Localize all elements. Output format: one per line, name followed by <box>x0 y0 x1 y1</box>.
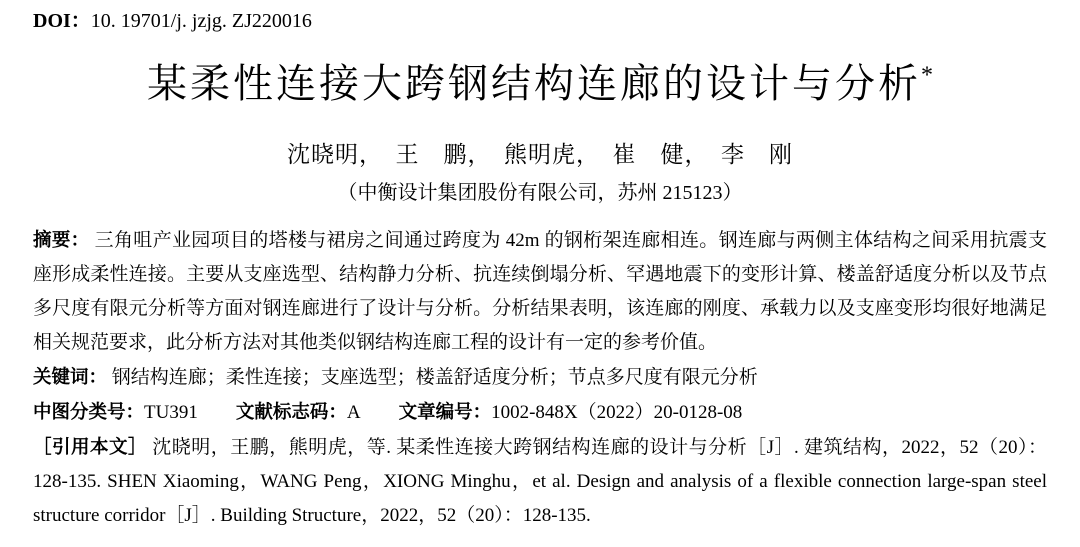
clc-group <box>33 395 198 430</box>
abstract-paragraph <box>33 223 1047 360</box>
page-title <box>33 60 1047 108</box>
keywords-label: 关键词： <box>33 366 108 387</box>
doi-value: 10. 19701/j. jzjg. ZJ220016 <box>90 10 312 32</box>
keywords-text: 钢结构连廊；柔性连接；支座选型；楼盖舒适度分析；节点多尺度有限元分析 <box>111 367 758 388</box>
abstract-label: 摘要： <box>33 229 90 250</box>
doc-code-value: A <box>346 402 361 423</box>
abstract-text: 三角咀产业园项目的塔楼与裙房之间通过跨度为 42m 的钢桁架连廊相连。钢连廊与两侧主体结构之间采用抗震支座形成柔性连接。主要从支座选型、结构静力分析、抗连续倒塌分析、罕遇地震下的变形计算、楼盖舒适度分析以及节点多尺度有限元分析等方面对钢连廊进行了设计与分析。分析结果表明，该连廊的刚度、承载力以及支座变形均很好地满足相关规范要求，此分析方法对其他类似钢结构连廊工程的设计有一定的参考价值。 <box>33 230 1047 353</box>
doc-code-group <box>236 395 361 430</box>
clc-value: TU391 <box>144 402 198 423</box>
citation-text: 沈晓明，王鹏，熊明虎，等. 某柔性连接大跨钢结构连廊的设计与分析［J］. 建筑结构，2022，52（20）：128-135. SHEN Xiaoming，WANG Peng，XIONG Minghu，et al. Design and analysis of a flexible connection large-span steel structure corridor［J］. Building Structure，2022，52（20）：128-135. <box>33 437 1047 526</box>
keywords-paragraph <box>33 360 1047 395</box>
article-id-label: 文章编号： <box>398 401 492 422</box>
doi-label: DOI： <box>33 10 91 32</box>
article-id-group <box>399 395 743 430</box>
authors-line: 沈晓明， 王 鹏， 熊明虎， 崔 健， 李 刚 <box>287 142 793 167</box>
title-footnote-marker: * <box>921 62 933 89</box>
front-matter-block <box>33 223 1047 533</box>
clc-label: 中图分类号： <box>33 401 145 422</box>
doc-code-label: 文献标志码： <box>235 401 347 422</box>
citation-label: ［引用本文］ <box>33 436 147 457</box>
paper-title-text: 某柔性连接大跨钢结构连廊的设计与分析 <box>147 61 921 106</box>
citation-paragraph <box>33 430 1047 533</box>
doi-line <box>33 8 1047 34</box>
meta-line <box>33 395 1047 430</box>
article-id-value: 1002-848X（2022）20-0128-08 <box>491 402 743 423</box>
affiliation-line: （中衡设计集团股份有限公司，苏州 215123） <box>337 182 743 204</box>
